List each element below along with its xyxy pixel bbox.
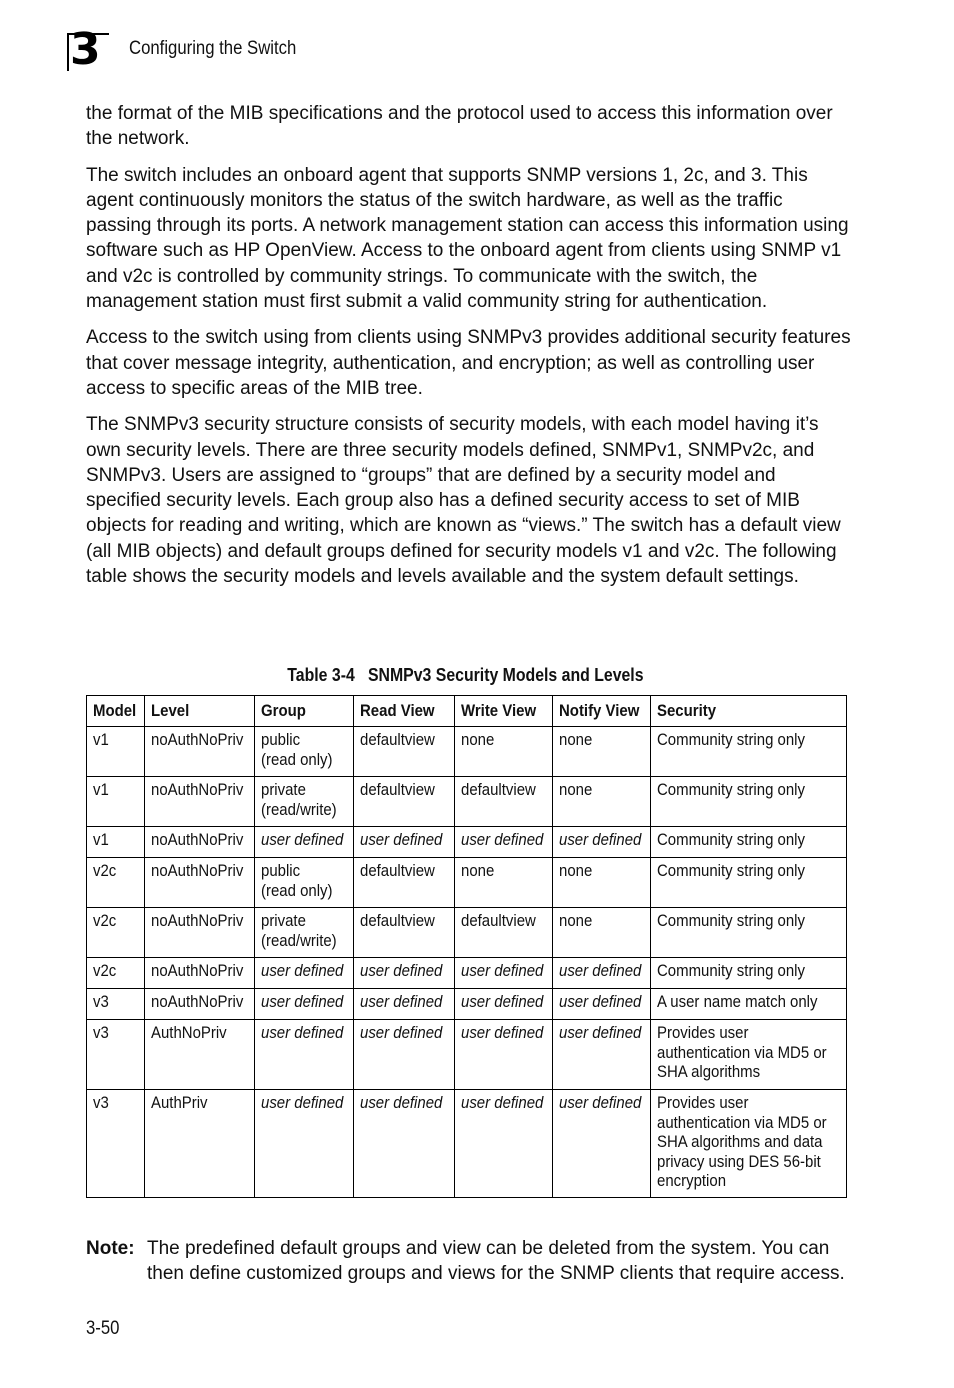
cell-read-view: defaultview bbox=[354, 777, 455, 827]
cell-security: Community string only bbox=[651, 777, 847, 827]
security-models-table bbox=[86, 695, 847, 1198]
cell-level: noAuthNoPriv bbox=[145, 858, 255, 908]
table-row bbox=[87, 989, 847, 1020]
header-group: Group bbox=[255, 696, 354, 727]
cell-level: noAuthNoPriv bbox=[145, 958, 255, 989]
cell-model: v3 bbox=[87, 1090, 145, 1198]
cell-model: v1 bbox=[87, 827, 145, 858]
cell-security: Provides user authentication via MD5 or SHA algorithms and data privacy using DES 56-bit encryption bbox=[651, 1090, 847, 1198]
cell-security: A user name match only bbox=[651, 989, 847, 1020]
chapter-title: Configuring the Switch bbox=[129, 38, 297, 59]
header-notify-view: Notify View bbox=[553, 696, 651, 727]
cell-model: v1 bbox=[87, 727, 145, 777]
cell-read-view: user defined bbox=[354, 989, 455, 1020]
cell-group: user defined bbox=[255, 1020, 354, 1090]
cell-read-view: user defined bbox=[354, 827, 455, 858]
cell-security: Community string only bbox=[651, 827, 847, 858]
table-row bbox=[87, 958, 847, 989]
cell-write-view: defaultview bbox=[455, 908, 553, 958]
header-read-view: Read View bbox=[354, 696, 455, 727]
cell-notify-view: none bbox=[553, 908, 651, 958]
cell-read-view: defaultview bbox=[354, 908, 455, 958]
table-row bbox=[87, 727, 847, 777]
cell-security: Community string only bbox=[651, 908, 847, 958]
table-row bbox=[87, 858, 847, 908]
cell-level: AuthPriv bbox=[145, 1090, 255, 1198]
note-label: Note: bbox=[86, 1238, 135, 1259]
header-model: Model bbox=[87, 696, 145, 727]
page-number: 3-50 bbox=[86, 1318, 120, 1339]
table-row bbox=[87, 1090, 847, 1198]
cell-level: AuthNoPriv bbox=[145, 1020, 255, 1090]
cell-read-view: user defined bbox=[354, 958, 455, 989]
table-body bbox=[87, 727, 847, 1198]
paragraph: the format of the MIB specifications and the protocol used to access this information over the network. bbox=[86, 103, 833, 150]
paragraph: Access to the switch using from clients using SNMPv3 provides additional security features that cover message integrity, authentication, and encryption; as well as controlling user access to specific areas of the MIB tree. bbox=[86, 327, 851, 399]
cell-level: noAuthNoPriv bbox=[145, 908, 255, 958]
cell-model: v3 bbox=[87, 1020, 145, 1090]
cell-level: noAuthNoPriv bbox=[145, 727, 255, 777]
header-write-view: Write View bbox=[455, 696, 553, 727]
cell-group: user defined bbox=[255, 827, 354, 858]
table-row bbox=[87, 908, 847, 958]
cell-read-view: user defined bbox=[354, 1020, 455, 1090]
table-header-row bbox=[87, 696, 847, 727]
cell-notify-view: user defined bbox=[553, 1090, 651, 1198]
table-row bbox=[87, 777, 847, 827]
cell-write-view: user defined bbox=[455, 827, 553, 858]
cell-notify-view: user defined bbox=[553, 958, 651, 989]
cell-read-view: user defined bbox=[354, 1090, 455, 1198]
cell-model: v1 bbox=[87, 777, 145, 827]
chapter-number: 3 bbox=[70, 24, 101, 75]
cell-model: v2c bbox=[87, 908, 145, 958]
table-row bbox=[87, 827, 847, 858]
cell-notify-view: user defined bbox=[553, 827, 651, 858]
cell-group: private (read/write) bbox=[255, 777, 354, 827]
cell-level: noAuthNoPriv bbox=[145, 989, 255, 1020]
cell-group: public (read only) bbox=[255, 727, 354, 777]
cell-group: user defined bbox=[255, 958, 354, 989]
cell-notify-view: none bbox=[553, 777, 651, 827]
cell-write-view: user defined bbox=[455, 1090, 553, 1198]
cell-notify-view: none bbox=[553, 727, 651, 777]
cell-notify-view: user defined bbox=[553, 1020, 651, 1090]
cell-security: Community string only bbox=[651, 958, 847, 989]
cell-model: v2c bbox=[87, 858, 145, 908]
cell-level: noAuthNoPriv bbox=[145, 777, 255, 827]
cell-security: Community string only bbox=[651, 727, 847, 777]
cell-level: noAuthNoPriv bbox=[145, 827, 255, 858]
cell-write-view: none bbox=[455, 727, 553, 777]
table-row bbox=[87, 1020, 847, 1090]
cell-model: v2c bbox=[87, 958, 145, 989]
paragraph: The SNMPv3 security structure consists of security models, with each model having it’s own security levels. There are three security models defined, SNMPv1, SNMPv2c, and SNMPv3. Users are assigned to “groups” that are defined by a security model and specified security levels. Each group also has a defined security access to set of MIB objects for reading and writing, which are known as “views.” The switch has a default view (all MIB objects) and default groups defined for security models v1 and v2c. The following table shows the security models and levels available and the system default settings. bbox=[86, 414, 841, 588]
cell-write-view: user defined bbox=[455, 958, 553, 989]
cell-model: v3 bbox=[87, 989, 145, 1020]
table-caption-text: Table 3-4 SNMPv3 Security Models and Levels bbox=[287, 665, 644, 685]
cell-write-view: none bbox=[455, 858, 553, 908]
header-security: Security bbox=[651, 696, 847, 727]
paragraph: The switch includes an onboard agent that supports SNMP versions 1, 2c, and 3. This agent continuously monitors the status of the switch hardware, as well as the traffic passing through its ports. A network management station can access this information using software such as HP OpenView. Access to the onboard agent from clients using SNMP v1 and v2c is controlled by community strings. To communicate with the switch, the management station must first submit a valid community string for authentication. bbox=[86, 164, 849, 313]
cell-group: user defined bbox=[255, 1090, 354, 1198]
cell-notify-view: user defined bbox=[553, 989, 651, 1020]
cell-read-view: defaultview bbox=[354, 858, 455, 908]
body-text bbox=[86, 101, 851, 600]
header-level: Level bbox=[145, 696, 255, 727]
cell-group: public (read only) bbox=[255, 858, 354, 908]
cell-security: Provides user authentication via MD5 or SHA algorithms bbox=[651, 1020, 847, 1090]
cell-security: Community string only bbox=[651, 858, 847, 908]
cell-write-view: defaultview bbox=[455, 777, 553, 827]
cell-write-view: user defined bbox=[455, 989, 553, 1020]
cell-read-view: defaultview bbox=[354, 727, 455, 777]
cell-group: private (read/write) bbox=[255, 908, 354, 958]
cell-group: user defined bbox=[255, 989, 354, 1020]
table-caption bbox=[86, 665, 845, 686]
cell-write-view: user defined bbox=[455, 1020, 553, 1090]
cell-notify-view: none bbox=[553, 858, 651, 908]
note-text: The predefined default groups and view can be deleted from the system. You can then define customized groups and views for the SNMP clients that require access. bbox=[147, 1238, 845, 1285]
